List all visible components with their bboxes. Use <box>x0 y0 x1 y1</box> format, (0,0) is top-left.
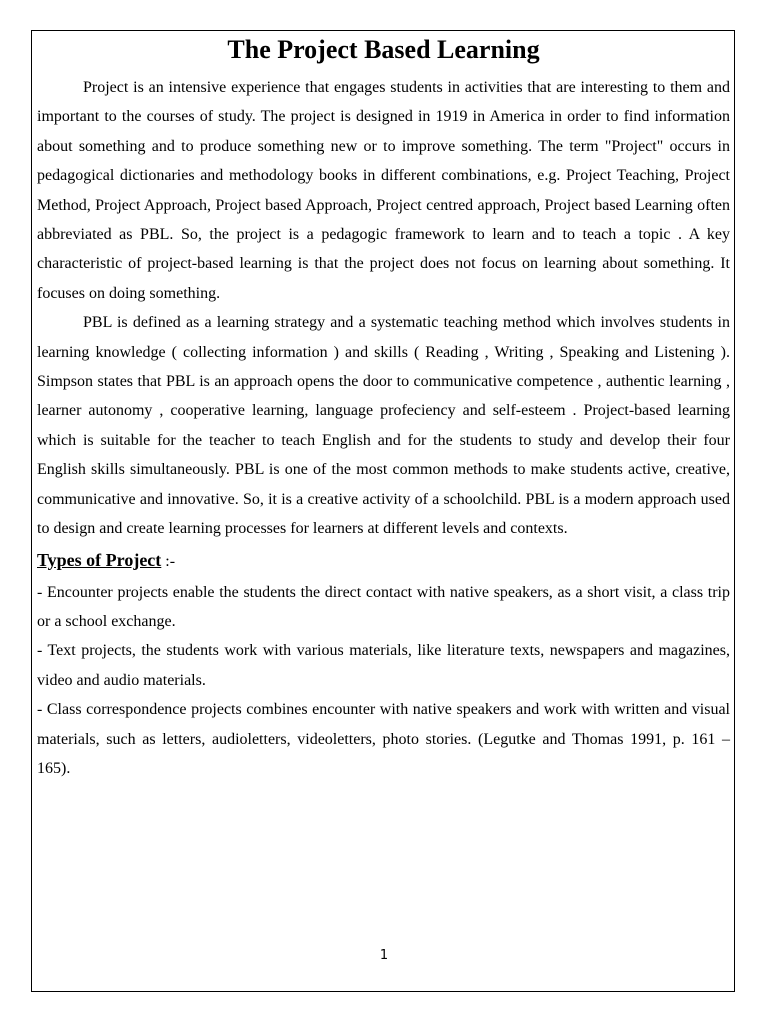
pbl-definition-paragraph: PBL is defined as a learning strategy and a systematic teaching method which involves students in learning knowledge ( collecting information ) and skills ( Reading , Writing , Speaking and Listening ). Simpson states that PBL is an approach opens the door to communicative competence , authentic learning , learner autonomy , cooperative learning, language profeciency and self-esteem . Project-based learning which is suitable for the teacher to teach English and for the students to study and develop their four English skills simultaneously. PBL is one of the most common methods to make students active, creative, communicative and innovative. So, it is a creative activity of a schoolchild. PBL is a modern approach used to design and create learning processes for learners at different levels and contexts. <box>37 314 730 538</box>
types-heading-suffix: :- <box>161 552 176 570</box>
page-title: The Project Based Learning <box>227 35 540 64</box>
types-heading <box>37 544 730 578</box>
list-item-text-projects: - Text projects, the students work with various materials, like literature texts, newspapers and magazines, video and audio materials. <box>37 642 730 689</box>
list-item-class-correspondence-projects: - Class correspondence projects combines encounter with native speakers and work with written and visual materials, such as letters, audioletters, videoletters, photo stories. (Legutke and Thomas 1991, p. 161 – 165). <box>37 701 730 777</box>
types-heading-text: Types of Project <box>37 549 162 570</box>
page-number: 1 <box>379 948 389 963</box>
list-item-encounter-projects: - Encounter projects enable the students the direct contact with native speakers, as a short visit, a class trip or a school exchange. <box>37 583 730 630</box>
document-body <box>37 33 730 783</box>
intro-paragraph: Project is an intensive experience that engages students in activities that are interesting to them and important to the courses of study. The project is designed in 1919 in America in order to find information about something and to produce something new or to improve something. The term "Project" occurs in pedagogical dictionaries and methodology books in different combinations, e.g. Project Teaching, Project Method, Project Approach, Project based Approach, Project centred approach, Project based Learning often abbreviated as PBL. So, the project is a pedagogic framework to learn and to teach a topic . A key characteristic of project-based learning is that the project does not focus on learning about something. It focuses on doing something. <box>37 79 730 302</box>
